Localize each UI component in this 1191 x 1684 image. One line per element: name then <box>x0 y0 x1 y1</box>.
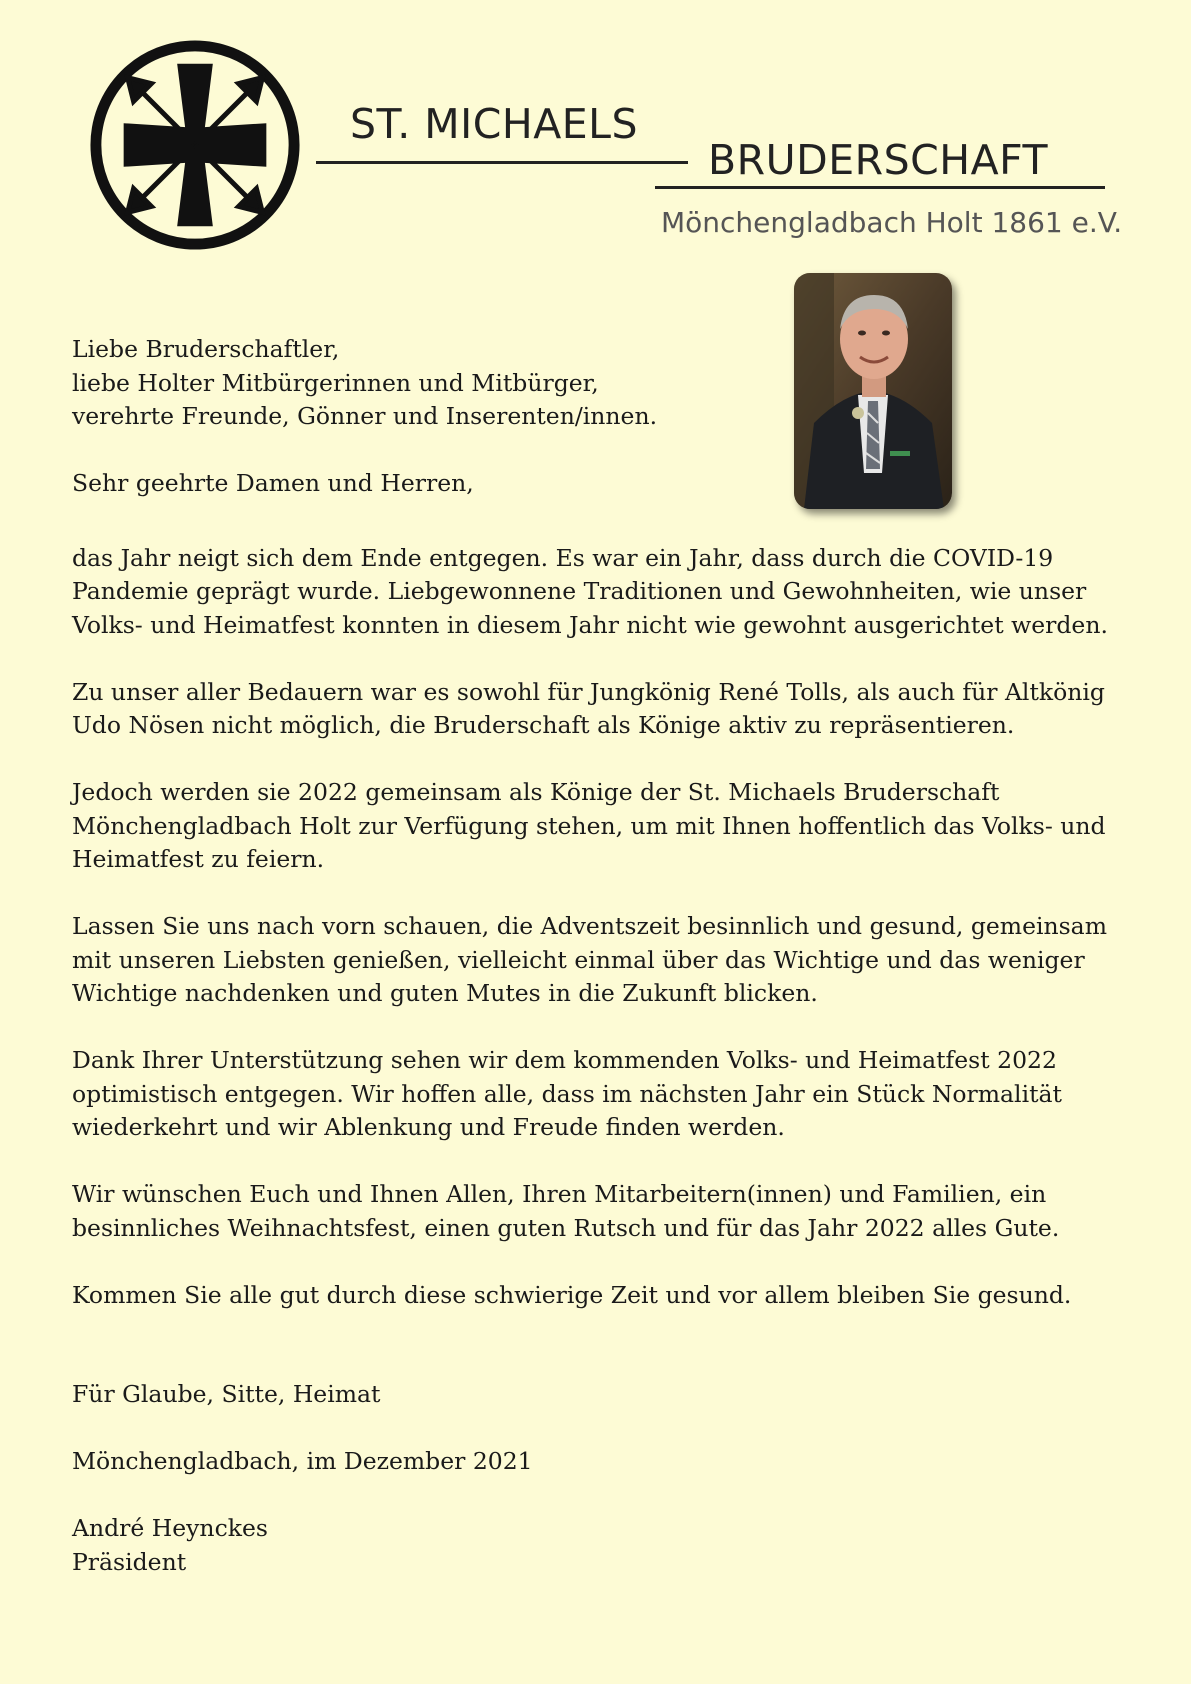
salutation: Sehr geehrte Damen und Herren, <box>72 469 474 497</box>
letter-paragraph: das Jahr neigt sich dem Ende entgegen. Es war ein Jahr, dass durch die COVID-19 Pandemie geprägt wurde. Liebgewonnene Traditionen und Gewohnheiten, wie unser Volks- und Heimatfest konnten in diesem Jahr nicht wie gewohnt ausgerichtet werden. <box>72 543 1108 639</box>
greeting-line: Liebe Bruderschaftler, <box>72 335 340 363</box>
brotherhood-logo <box>86 36 304 254</box>
letter-paragraph: Dank Ihrer Unterstützung sehen wir dem kommenden Volks- und Heimatfest 2022 optimistisch entgegen. Wir hoffen alle, dass im nächsten Jahr ein Stück Normalität wiederkehrt und wir Ablenkung und Freude finden werden. <box>72 1046 1062 1141</box>
greeting-line: verehrte Freunde, Gönner und Inserenten/innen. <box>72 402 658 430</box>
header-rule-top <box>316 161 688 164</box>
org-name-line1: ST. MICHAELS <box>350 100 639 148</box>
letter-paragraph: Wir wünschen Euch und Ihnen Allen, Ihren Mitarbeitern(innen) und Familien, ein besinnliches Weihnachtsfest, einen guten Rutsch und für das Jahr 2022 alles Gute. <box>72 1180 1060 1242</box>
signer-title: Präsident <box>72 1547 187 1576</box>
org-name-line2: BRUDERSCHAFT <box>708 136 1049 184</box>
header-rule-bottom <box>655 186 1105 189</box>
letter-body <box>72 333 1132 1579</box>
motto: Für Glaube, Sitte, Heimat <box>72 1380 381 1408</box>
cross-arrows-emblem-icon <box>86 36 304 254</box>
letter-paragraph: Kommen Sie alle gut durch diese schwierige Zeit und vor allem bleiben Sie gesund. <box>72 1280 1072 1309</box>
signer-name: André Heynckes <box>72 1514 268 1542</box>
letter-paragraph: Lassen Sie uns nach vorn schauen, die Adventszeit besinnlich und gesund, gemeinsam mit unseren Liebsten genießen, vielleicht einmal über das Wichtige und das weniger Wichtige nachdenken und guten Mutes in die Zukunft blicken. <box>72 912 1107 1007</box>
letter-paragraph: Zu unser aller Bedauern war es sowohl für Jungkönig René Tolls, als auch für Altkönig Udo Nösen nicht möglich, die Bruderschaft als Könige aktiv zu repräsentieren. <box>72 677 1105 739</box>
place-date: Mönchengladbach, im Dezember 2021 <box>72 1447 533 1475</box>
greeting-line: liebe Holter Mitbürgerinnen und Mitbürger, <box>72 368 599 397</box>
letter-paragraph: Jedoch werden sie 2022 gemeinsam als Könige der St. Michaels Bruderschaft Mönchengladbach Holt zur Verfügung stehen, um mit Ihnen hoffentlich das Volks- und Heimatfest zu feiern. <box>72 778 1106 873</box>
org-subtitle: Mönchengladbach Holt 1861 e.V. <box>661 206 1123 239</box>
